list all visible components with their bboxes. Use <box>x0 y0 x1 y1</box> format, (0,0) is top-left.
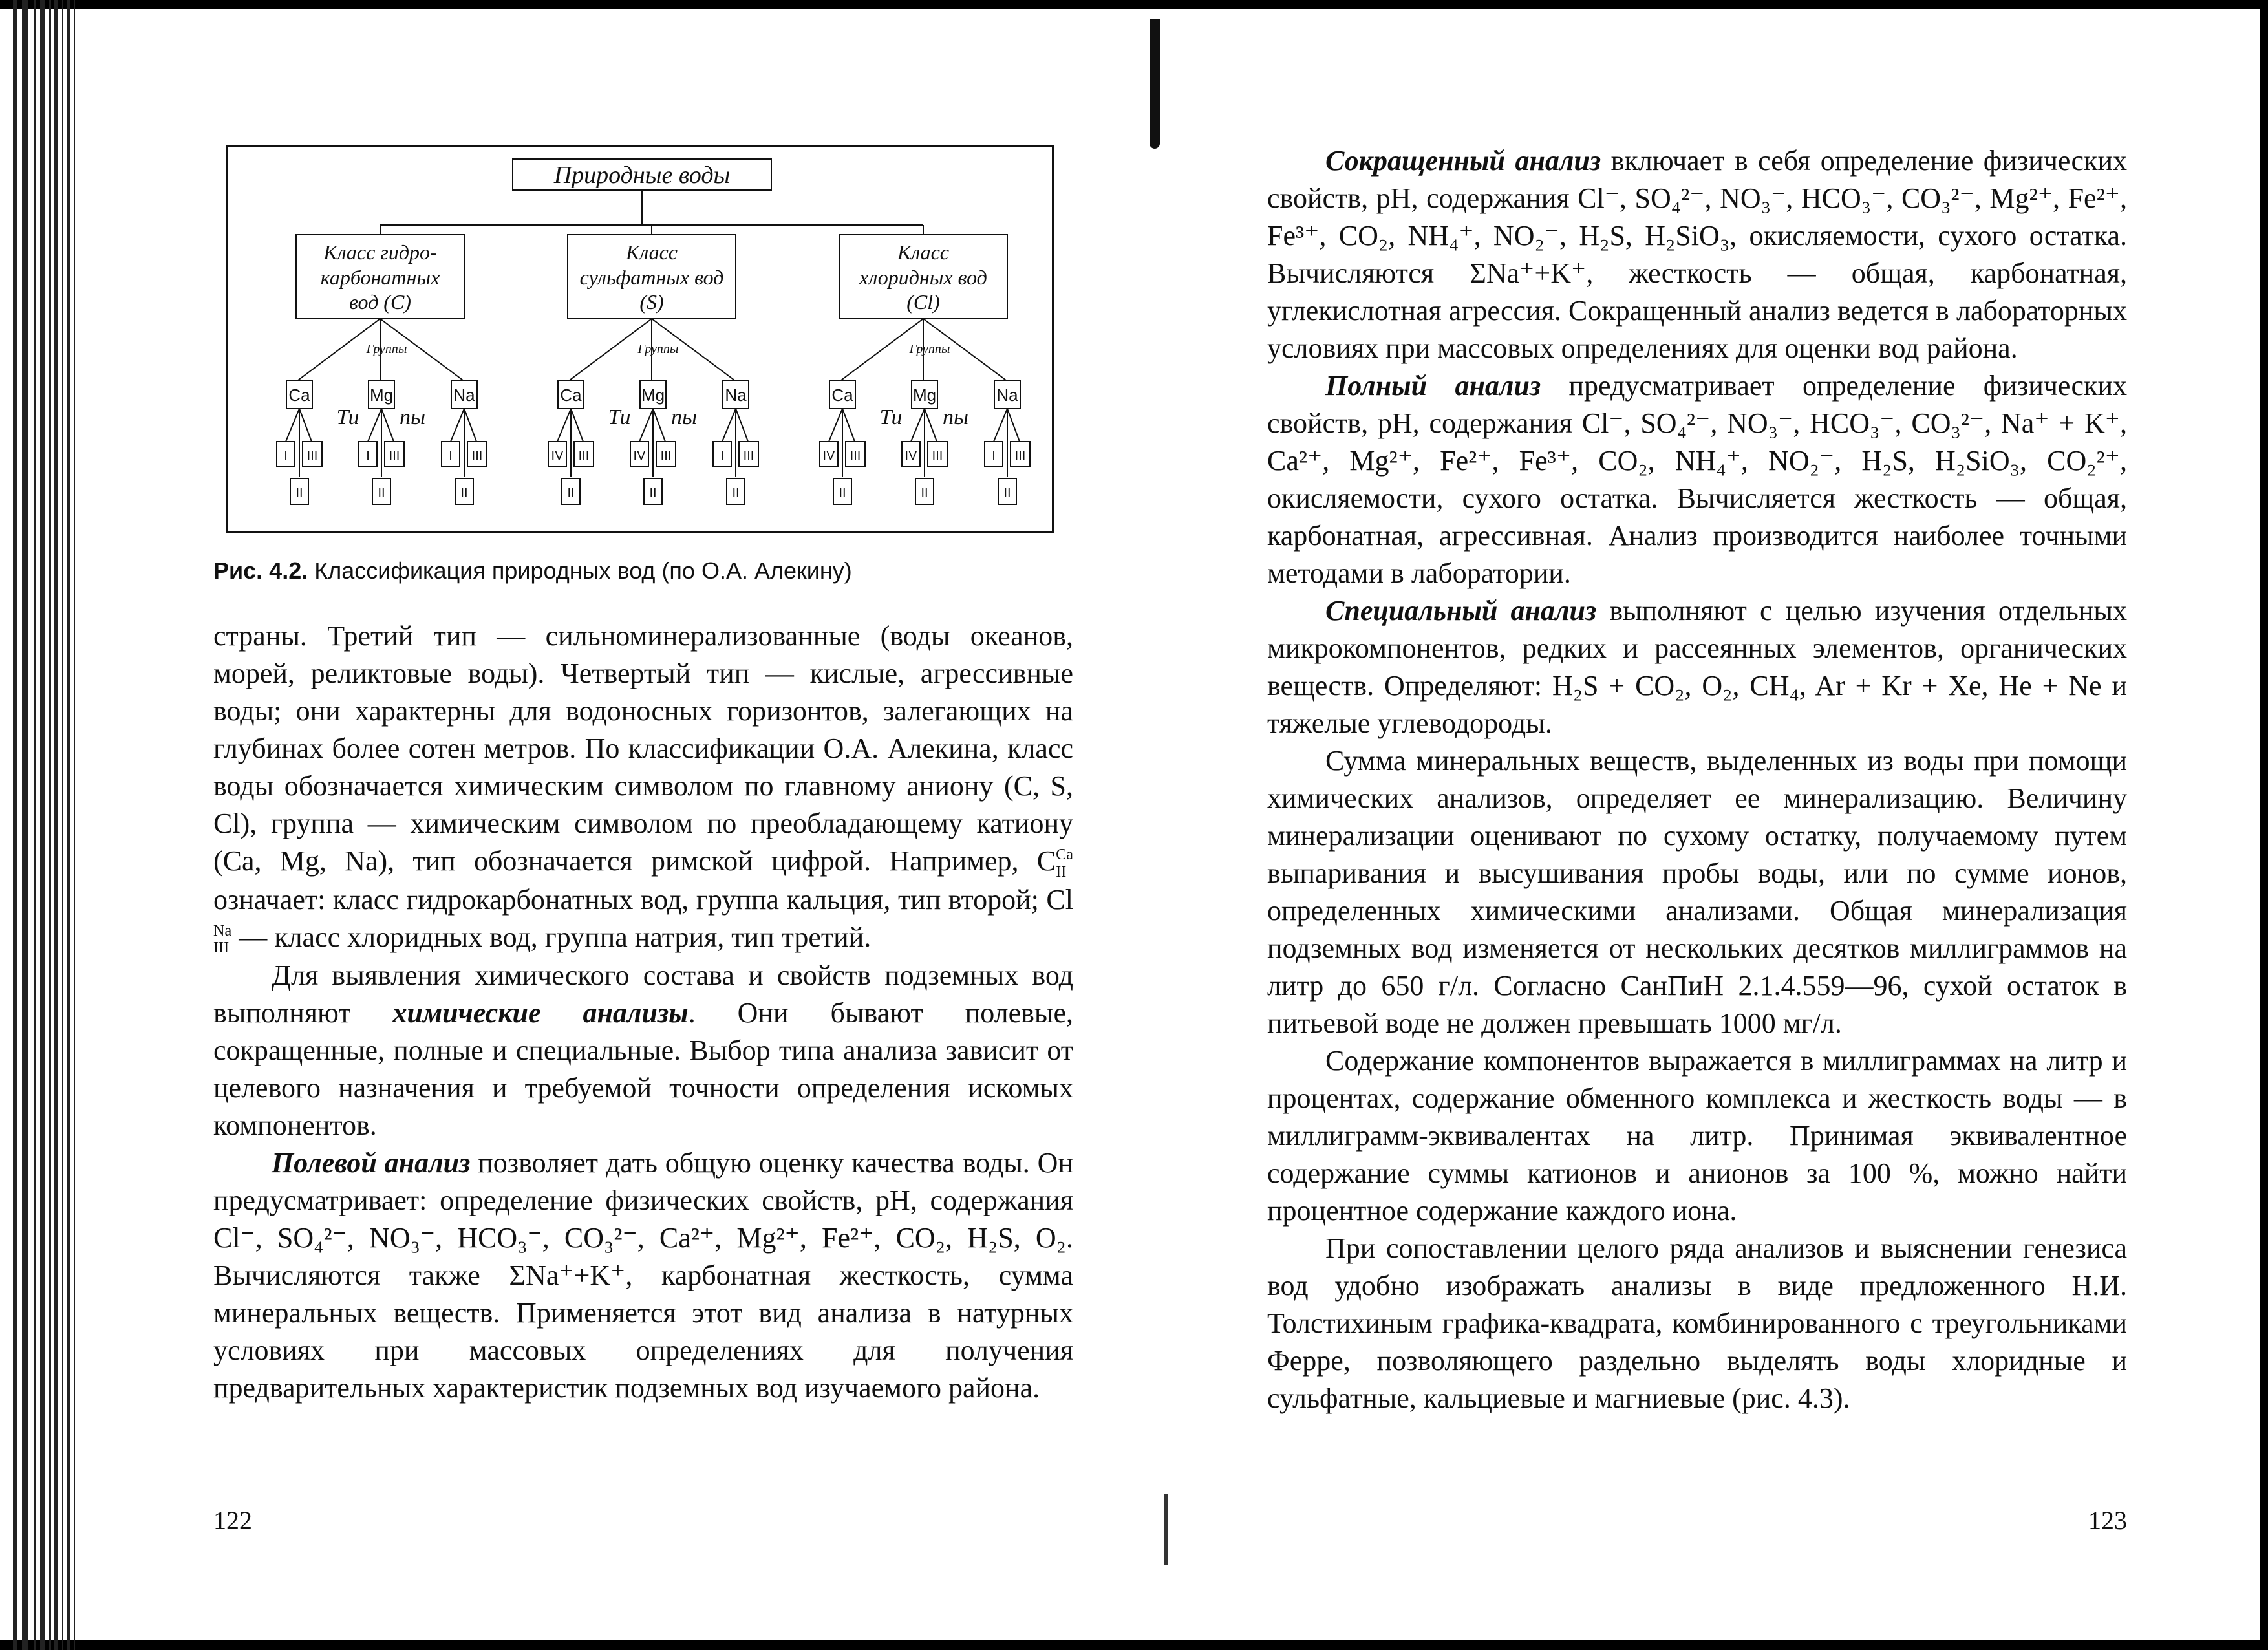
types-label-left: Ти <box>608 405 631 429</box>
left-page-body <box>213 617 1073 1407</box>
type-node-label: I <box>449 449 453 463</box>
formula-cl-na-iii: Cl Na III <box>213 883 1073 957</box>
page-number-right: 123 <box>2088 1506 2127 1535</box>
cation-node-label: Mg <box>369 385 394 405</box>
class-node-line2: хлоридных вод <box>859 266 987 289</box>
cation-node-label: Mg <box>641 385 665 405</box>
type-node-label: IV <box>822 449 835 463</box>
left-page <box>213 142 1073 1552</box>
type-node-label: I <box>284 449 288 463</box>
paragraph-components: Содержание компонентов выражается в миллиграммах на литр и процентах, содержание обменного комплекса и жесткость воды — в миллиграмм-эквивалентах на литр. Принимая эквивалентное содержание суммы катионов и анионов за 100 %, можно найти процентное содержание каждого иона. <box>1267 1045 2127 1227</box>
types-label-right: пы <box>942 405 969 429</box>
type-node-label: III <box>389 449 400 463</box>
class-node-line3: (Cl) <box>906 290 940 314</box>
classification-tree-svg <box>228 147 1056 535</box>
paragraph-mineralization: Сумма минеральных веществ, выделенных из воды при помощи химических анализов, определяет ее минерализацию. Величину минерализации оценивают по сухому остатку, получаемому путем выпаривания и высушивания пробы воды, или по сумме ионов, определенных химическими анализами. Общая минерализация подземных вод изменяется от нескольких десятков миллиграммов на литр до 650 г/л. Согласно СанПиН 2.1.4.559—96, сухой остаток в питьевой воде не должен превышать 1000 мг/л. <box>1267 745 2127 1039</box>
type-node-label: I <box>366 449 370 463</box>
class-node-line3: вод (С) <box>349 290 411 314</box>
groups-label: Группы <box>366 342 407 356</box>
type-node-label: IV <box>904 449 917 463</box>
scan-border-bottom <box>0 1640 2268 1650</box>
formula-c-ca-ii: C Ca II <box>1036 845 1073 881</box>
class-node-line3: (S) <box>639 290 664 314</box>
type-node-label: II <box>839 486 846 500</box>
type-node-label: II <box>921 486 928 500</box>
cation-node-label: Mg <box>912 385 937 405</box>
types-label-right: пы <box>670 405 698 429</box>
book-spine-shadow <box>1150 19 1160 149</box>
cation-node-label: Na <box>725 385 747 405</box>
paragraph-1: страны. Третий тип — сильноминерализованные (воды океанов, морей, реликтовые воды). Четвертый тип — кислые, агрессивные воды; они характерны для водоносных горизонтов, залегающих на глубинах более сотен метров. По классификации О.А. Алекина, класс воды обозначается химическим символом по главному аниону (С, S, Cl), группа — химическим символом по преобладающему катиону (Ca, Mg, Na), тип обозначается римской цифрой. Например, C Ca II означает: класс гидрокарбонатных вод, группа кальция, тип второй; Cl Na III — класс хлоридных вод, группа натрия, тип третий. <box>213 620 1073 957</box>
type-node-label: III <box>1014 449 1026 463</box>
types-label-right: пы <box>399 405 426 429</box>
type-node-label: II <box>1003 486 1011 500</box>
term-full-analysis: Полный анализ <box>1325 370 1541 402</box>
type-node-label: I <box>992 449 996 463</box>
type-node-label: III <box>743 449 754 463</box>
class-node-line1: Класс <box>626 241 678 264</box>
right-page <box>1267 142 2127 1552</box>
cation-node-label: Ca <box>288 385 310 405</box>
term-chemical-analyses: химические анализы <box>392 997 689 1029</box>
page-number-left: 122 <box>213 1506 252 1535</box>
class-node-line2: карбонатных <box>320 266 440 289</box>
figure-caption-label: Рис. 4.2. <box>213 557 308 584</box>
cation-node-label: Ca <box>831 385 853 405</box>
type-node-label: III <box>306 449 318 463</box>
groups-label: Группы <box>909 342 950 356</box>
type-node-label: II <box>649 486 657 500</box>
type-node-label: IV <box>633 449 646 463</box>
paragraph-full-analysis: Полный анализ предусматривает определение физических свойств, рН, содержания Cl⁻, SO₄²⁻, NO₃⁻, HCO₃⁻, CO₃²⁻, Na⁺ + K⁺, Ca²⁺, Mg²⁺, Fe²⁺, Fe³⁺, CO₂, NH₄⁺, NO₂⁻, H₂S, H₂SiO₃, CO₂²⁺, окисляемости, сухого остатка. Вычисляется жесткость — общая, карбонатная, агрессивная. Анализ производится наиболее точными методами в лаборатории. <box>1267 370 2127 589</box>
cation-node-label: Na <box>453 385 475 405</box>
class-node-line2: сульфатных вод <box>579 266 724 289</box>
types-label-left: Ти <box>336 405 359 429</box>
paragraph-special-analysis: Специальный анализ выполняют с целью изучения отдельных микрокомпонентов, редких и рассеянных элементов, органических веществ. Определяют: H₂S + CO₂, O₂, CH₄, Ar + Kr + Xe, He + Ne и тяжелые углеводороды. <box>1267 595 2127 739</box>
types-label-left: Ти <box>879 405 903 429</box>
type-node-label: III <box>471 449 483 463</box>
type-node-label: III <box>578 449 590 463</box>
type-node-label: I <box>720 449 724 463</box>
class-node-line1: Класс гидро- <box>323 241 437 264</box>
class-node-line1: Класс <box>897 241 949 264</box>
paragraph-2: Для выявления химического состава и свойств подземных вод выполняют химические анализы. Они бывают полевые, сокращенные, полные и специальные. Выбор типа анализа зависит от целевого назначения и требуемой точности определения искомых компонентов. <box>213 959 1073 1142</box>
term-short-analysis: Сокращенный анализ <box>1325 145 1601 177</box>
type-node-label: III <box>850 449 861 463</box>
term-field-analysis: Полевой анализ <box>272 1147 471 1179</box>
root-node-label: Природные воды <box>553 162 731 189</box>
groups-label: Группы <box>637 342 679 356</box>
right-page-body <box>1267 142 2127 1417</box>
book-spine-shadow-lower <box>1164 1494 1168 1565</box>
cation-node-label: Na <box>996 385 1018 405</box>
type-node-label: III <box>660 449 672 463</box>
type-node-label: IV <box>551 449 564 463</box>
scan-border-right <box>2260 0 2268 1650</box>
term-special-analysis: Специальный анализ <box>1325 595 1597 627</box>
cation-node-label: Ca <box>560 385 582 405</box>
scan-border-top <box>0 0 2268 9</box>
type-node-label: II <box>295 486 303 500</box>
paragraph-3: Полевой анализ позволяет дать общую оценку качества воды. Он предусматривает: определение физических свойств, рН, содержания Cl⁻, SO₄²⁻, NO₃⁻, HCO₃⁻, CO₃²⁻, Ca²⁺, Mg²⁺, Fe²⁺, CO₂, H₂S, O₂. Вычисляются также ΣNa⁺+K⁺, карбонатная жесткость, сумма минеральных веществ. Применяется этот вид анализа в натурных условиях при массовых определениях для получения предварительных характеристик подземных вод изучаемого района. <box>213 1147 1073 1404</box>
figure-caption <box>213 556 1073 586</box>
paragraph-tolstikhin-graph: При сопоставлении целого ряда анализов и выяснении генезиса вод удобно изображать анализы в виде предложенного Н.И. Толстихиным графика-квадрата, комбинированного с треугольниками Ферре, позволяющего раздельно выделять воды хлоридные и сульфатные, кальциевые и магниевые (рис. 4.3). <box>1267 1232 2127 1414</box>
paragraph-short-analysis: Сокращенный анализ включает в себя определение физических свойств, рН, содержания Cl⁻, SO₄²⁻, NO₃⁻, HCO₃⁻, CO₃²⁻, Mg²⁺, Fe²⁺, Fe³⁺, CO₂, NH₄⁺, NO₂⁻, H₂S, H₂SiO₃, окисляемости, сухого остатка. Вычисляются ΣNa⁺+K⁺, жесткость — общая, карбонатная, углекислотная агрессия. Сокращенный анализ ведется в лабораторных условиях при массовых определениях для оценки вод района. <box>1267 145 2127 364</box>
type-node-label: III <box>932 449 943 463</box>
type-node-label: II <box>732 486 740 500</box>
figure-caption-text: Классификация природных вод (по О.А. Алекину) <box>308 557 852 584</box>
type-node-label: II <box>460 486 468 500</box>
type-node-label: II <box>567 486 575 500</box>
type-node-label: II <box>378 486 385 500</box>
scan-page-edge-left <box>0 0 97 1650</box>
figure-classification-diagram <box>226 145 1054 533</box>
